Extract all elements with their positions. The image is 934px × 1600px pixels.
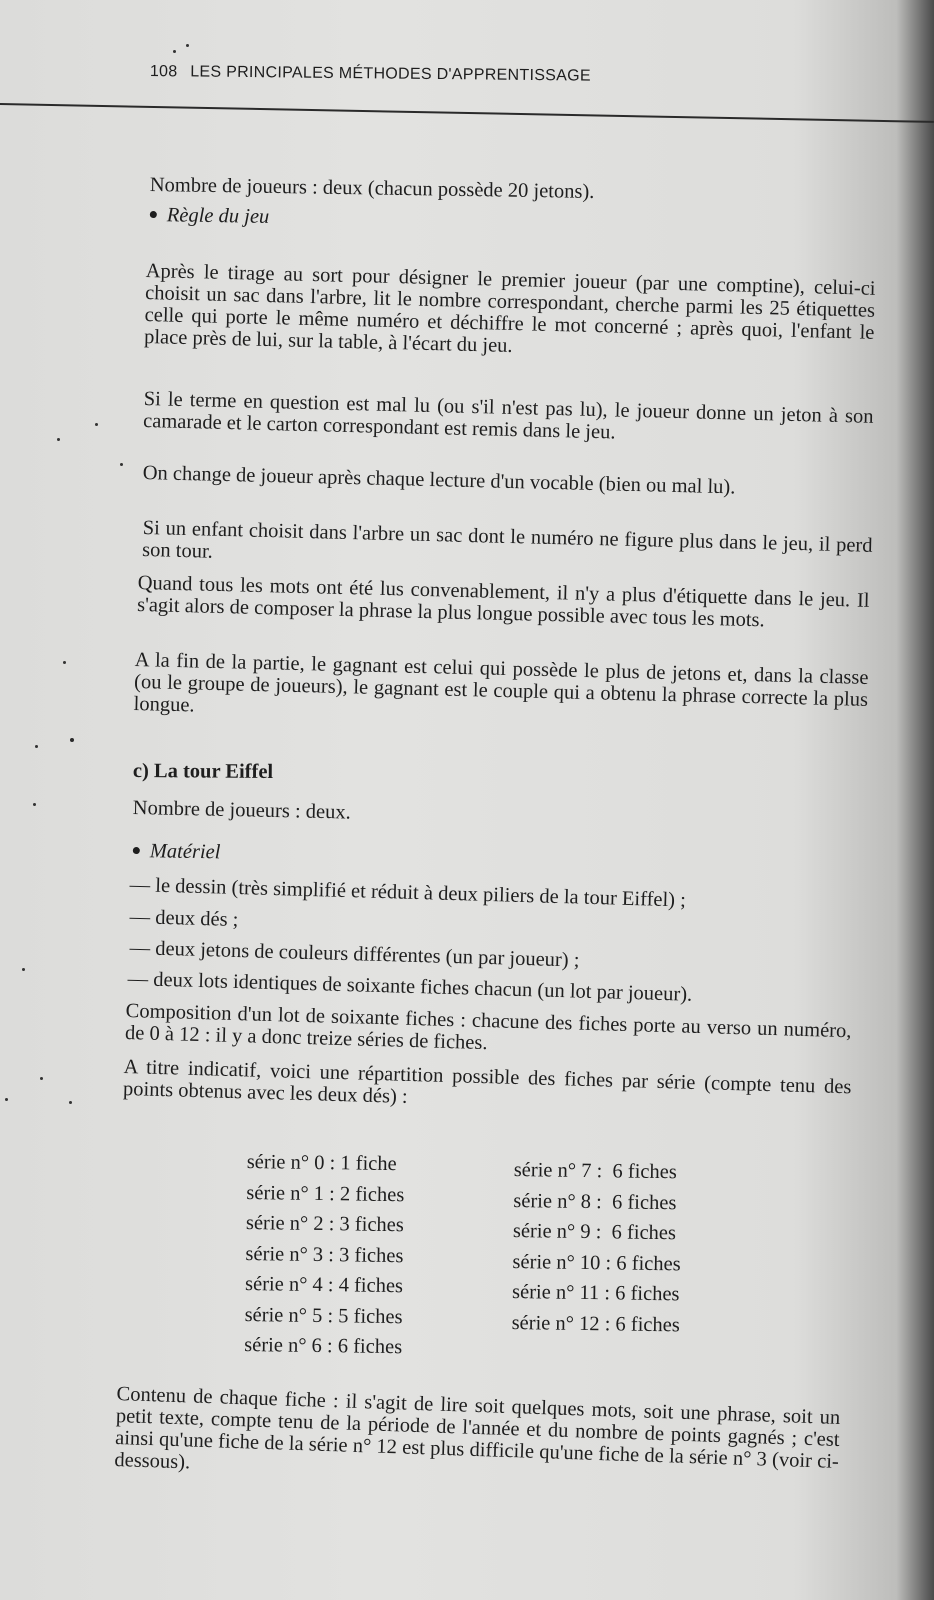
series-row: série n° 8 : 6 fiches <box>513 1189 677 1214</box>
series-list-right <box>511 1155 682 1340</box>
scan-speck <box>40 1077 43 1080</box>
scan-speck <box>57 438 60 441</box>
series-row: série n° 3 : 3 fiches <box>245 1242 404 1267</box>
bullet-icon <box>133 847 140 854</box>
scan-speck <box>63 661 66 664</box>
series-row: série n° 6 : 6 fiches <box>244 1333 403 1359</box>
series-row: série n° 9 : 6 fiches <box>512 1219 677 1245</box>
material-heading <box>133 840 221 863</box>
material-item: — deux jetons de couleurs différentes (un par joueur) ; <box>129 937 580 972</box>
paragraph: Après le tirage au sort pour désigner le premier joueur (par une comptine), celui-ci choisit un sac dans l'arbre, lit le nombre correspondant, cherche parmi les 25 étiquettes celle qui porte le même numéro et déchiffre le mot concerné ; après quoi, l'enfant le place près de lui, sur la table, à l'écart du jeu. <box>143 260 876 357</box>
scan-speck <box>5 1098 8 1101</box>
material-item: — deux dés ; <box>129 906 239 932</box>
paragraph: On change de joueur après chaque lecture d'un vocable (bien ou mal lu). <box>142 462 736 499</box>
composition-paragraph: Composition d'un lot de soixante fiches : chacune des fiches porte au verso un numéro, de 0 à 12 : il y a donc treize séries de fiches. <box>124 1000 852 1055</box>
series-row: série n° 2 : 3 fiches <box>245 1211 404 1237</box>
contenu-paragraph: Contenu de chaque fiche : il s'agit de lire soit quelques mots, soit une phrase, soit un petit texte, compte tenu de la période de l'année et du nombre de points gagnés ; c'est ainsi qu'une fiche de la série n° 12 est plus difficile qu'une fiche de la série n° 3 (voir ci-dessous). <box>114 1383 841 1474</box>
material-heading-text: Matériel <box>149 840 221 864</box>
series-row: série n° 1 : 2 fiches <box>246 1181 405 1206</box>
rules-heading <box>150 204 270 228</box>
paragraph: A la fin de la partie, le gagnant est celui qui possède le plus de jetons et, dans la classe (ou le groupe de joueurs), le gagnant est le couple qui a obtenu la phrase correcte la plus longue. <box>133 649 869 717</box>
series-row: série n° 10 : 6 fiches <box>512 1250 681 1275</box>
scan-speck <box>120 463 123 466</box>
scan-speck <box>69 1101 72 1104</box>
paragraph: Quand tous les mots ont été lus convenablement, il n'y a plus d'étiquette dans le jeu. Il s'agit alors de composer la phrase la plus longue possible avec tous les mots. <box>136 572 870 632</box>
scan-speck <box>35 745 38 748</box>
scan-speck <box>22 968 25 971</box>
running-head-title: LES PRINCIPALES MÉTHODES D'APPRENTISSAGE <box>190 63 591 85</box>
rules-heading-text: Règle du jeu <box>166 204 270 228</box>
players-line-b: Nombre de joueurs : deux (chacun possède 20 jetons). <box>149 174 595 203</box>
material-item: — deux lots identiques de soixante fiches chacun (un lot par joueur). <box>127 968 693 1006</box>
material-item: — le dessin (très simplifié et réduit à deux piliers de la tour Eiffel) ; <box>129 874 687 912</box>
page-number: 108 <box>149 63 178 81</box>
series-row: série n° 7 : 6 fiches <box>513 1158 677 1184</box>
series-row: série n° 12 : 6 fiches <box>511 1311 680 1336</box>
series-row: série n° 11 : 6 fiches <box>511 1280 680 1306</box>
paragraph: Si le terme en question est mal lu (ou s'il n'est pas lu), le joueur donne un jeton à son camarade et le carton correspondant est remis dans le jeu. <box>142 388 874 444</box>
scan-speck <box>186 44 189 47</box>
section-heading-tour-eiffel: c) La tour Eiffel <box>132 760 274 783</box>
players-line-c: Nombre de joueurs : deux. <box>132 797 351 824</box>
scan-speck <box>173 50 176 53</box>
series-row: série n° 5 : 5 fiches <box>244 1303 403 1328</box>
scan-speck <box>33 803 36 806</box>
bullet-icon <box>150 211 157 218</box>
series-row: série n° 4 : 4 fiches <box>244 1272 404 1298</box>
scan-speck <box>70 738 74 742</box>
scan-speck <box>95 423 98 426</box>
series-list-left <box>244 1147 405 1363</box>
series-row: série n° 0 : 1 fiche <box>246 1150 397 1176</box>
paragraph: Si un enfant choisit dans l'arbre un sac dont le numéro ne figure plus dans le jeu, il perd son tour. <box>141 517 873 563</box>
repartition-paragraph: A titre indicatif, voici une répartition possible des fiches par série (compte tenu des points obtenus avec les deux dés) : <box>122 1056 852 1108</box>
